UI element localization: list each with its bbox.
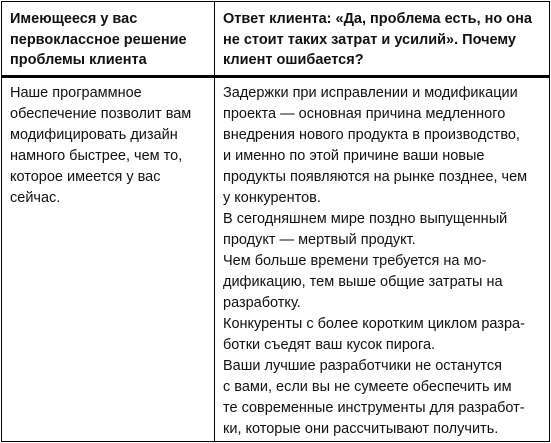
- body-right-line: В сегодняшнем мире поздно выпущенный: [223, 211, 508, 227]
- header-right: [223, 9, 545, 71]
- body-left-cell: [10, 83, 210, 209]
- body-right-line: Задержки при исправлении и модификации: [223, 85, 518, 101]
- header-left-line: проблемы клиента: [10, 52, 147, 68]
- body-left-line: намного быстрее, чем то,: [10, 148, 183, 164]
- body-right-line: те современные инструменты для разработ-: [223, 400, 525, 416]
- body-left-line: обеспечение позволит вам: [10, 106, 192, 122]
- header-right-line: клиент ошибается?: [223, 52, 364, 68]
- body-right-line: Ваши лучшие разработчики не останутся: [223, 358, 502, 374]
- body-right-line: разработку.: [223, 295, 301, 311]
- body-right-line: Чем больше времени требуется на мо-: [223, 253, 487, 269]
- header-right-line: не стоит таких затрат и усилий». Почему: [223, 31, 516, 48]
- body-right-line: продукт — мертвый продукт.: [223, 232, 416, 248]
- header-right-line: Ответ клиента: «Да, проблема есть, но она: [223, 11, 532, 27]
- body-right-line: дификацию, тем выше общие затраты на: [223, 274, 503, 290]
- body-right-line: проекта — основная причина медленного: [223, 106, 506, 122]
- body-left-line: которое имеется у вас: [10, 169, 161, 185]
- body-right-cell: [223, 83, 547, 440]
- body-left-line: сейчас.: [10, 190, 61, 206]
- body-right-line: ботки съедят ваш кусок пирога.: [223, 337, 436, 353]
- body-right-line: ки, которые они рассчитывают получить.: [223, 421, 499, 437]
- header-left-line: Имеющееся у вас: [10, 11, 138, 27]
- body-right-line: внедрения нового продукта в производство,: [223, 127, 520, 143]
- header-left-line: первоклассное решение: [10, 31, 187, 48]
- header-divider: [2, 75, 549, 78]
- comparison-table: [1, 1, 550, 442]
- body-right-line: Конкуренты с более коротким циклом разра-: [223, 316, 525, 332]
- body-right-line: продукты появляются на рынке позднее, чем: [223, 169, 528, 185]
- header-left: [10, 9, 210, 71]
- body-right-line: у конкурентов.: [223, 190, 321, 206]
- body-right-line: с вами, если вы не сумеете обеспечить им: [223, 379, 512, 395]
- body-left-line: Наше программное: [10, 85, 142, 101]
- column-divider: [214, 2, 215, 441]
- body-right-line: и именно по этой причине ваши новые: [223, 148, 485, 164]
- body-left-line: модифицировать дизайн: [10, 127, 178, 143]
